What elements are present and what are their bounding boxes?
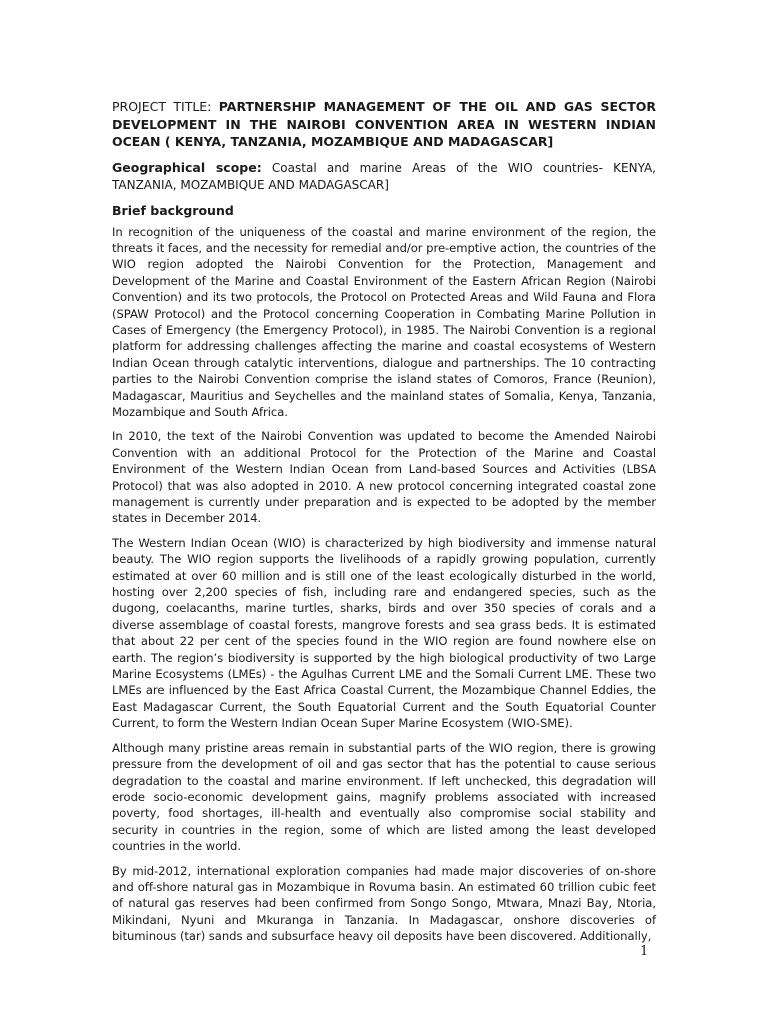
- geographical-scope-label: Geographical scope:: [112, 159, 262, 175]
- geographical-scope: [112, 159, 656, 194]
- section-heading: Brief background: [112, 202, 234, 218]
- geographical-scope-value: Coastal and marine Areas of the WIO countries- KENYA, TANZANIA, MOZAMBIQUE AND MADAGASCAR]: [112, 160, 656, 192]
- project-title-label: PROJECT TITLE:: [112, 99, 219, 114]
- paragraph-nairobi-convention: In recognition of the uniqueness of the coastal and marine environment of the region, the threats it faces, and the necessity for remedial and/or pre-emptive action, the countries of the WIO region adopted the Nairobi Convention for the Protection, Management and Development of the Marine and Coastal Environment of the Eastern African Region (Nairobi Convention) and its two protocols, the Protocol on Protected Areas and Wild Fauna and Flora (SPAW Protocol) and the Protocol concerning Cooperation in Combating Marine Pollution in Cases of Emergency (the Emergency Protocol), in 1985. The Nairobi Convention is a regional platform for addressing challenges affecting the marine and coastal ecosystems of Western Indian Ocean through catalytic interventions, dialogue and partnerships. The 10 contracting parties to the Nairobi Convention comprise the island states of Comoros, France (Reunion), Madagascar, Mauritius and Seychelles and the mainland states of Somalia, Kenya, Tanzania, Mozambique and South Africa.: [112, 224, 656, 419]
- paragraph-wio-biodiversity: The Western Indian Ocean (WIO) is characterized by high biodiversity and immense natural beauty. The WIO region supports the livelihoods of a rapidly growing population, currently estimated at over 60 million and is still one of the least ecologically disturbed in the world, hosting over 2,200 species of fish, including rare and endangered species, such as the dugong, coelacanths, marine turtles, sharks, birds and over 350 species of corals and a diverse assemblage of coastal forests, mangrove forests and sea grass beds. It is estimated that about 22 per cent of the species found in the WIO region are found nowhere else on earth. The region’s biodiversity is supported by the high biological productivity of two Large Marine Ecosystems (LMEs) - the Agulhas Current LME and the Somali Current LME. These two LMEs are influenced by the East Africa Coastal Current, the Mozambique Channel Eddies, the East Madagascar Current, the South Equatorial Current and the South Equatorial Counter Current, to form the Western Indian Ocean Super Marine Ecosystem (WIO-SME).: [112, 535, 656, 731]
- project-title-value: PARTNERSHIP MANAGEMENT OF THE OIL AND GAS SECTOR DEVELOPMENT IN THE NAIROBI CONVENTION AREA IN WESTERN INDIAN OCEAN ( KENYA, TANZANIA, MOZAMBIQUE AND MADAGASCAR]: [112, 99, 656, 149]
- document-page: [112, 98, 656, 953]
- paragraph-amended-convention: In 2010, the text of the Nairobi Convention was updated to become the Amended Nairobi Convention with an additional Protocol for the Protection of the Marine and Coastal Environment of the Western Indian Ocean from Land-based Sources and Activities (LBSA Protocol) that was also adopted in 2010. A new protocol concerning integrated coastal zone management is currently under preparation and is expected to be adopted by the member states in December 2014.: [112, 429, 656, 526]
- paragraph-gas-discoveries: By mid-2012, international exploration companies had made major discoveries of on-shore and off-shore natural gas in Mozambique in Rovuma basin. An estimated 60 trillion cubic feet of natural gas reserves had been confirmed from Songo Songo, Mtwara, Mnazi Bay, Ntoria, Mikindani, Nyuni and Mkuranga in Tanzania. In Madagascar, onshore discoveries of bituminous (tar) sands and subsurface heavy oil deposits have been discovered. Additionally,: [112, 863, 656, 944]
- paragraph-oil-gas-pressure: Although many pristine areas remain in substantial parts of the WIO region, there is growing pressure from the development of oil and gas sector that has the potential to cause serious degradation to the coastal and marine environment. If left unchecked, this degradation will erode socio-economic development gains, magnify problems associated with increased poverty, food shortages, ill-health and eventually also compromise social stability and security in countries in the region, some of which are listed among the least developed countries in the world.: [112, 740, 656, 854]
- page-number: 1: [640, 944, 649, 959]
- project-title: [112, 98, 656, 151]
